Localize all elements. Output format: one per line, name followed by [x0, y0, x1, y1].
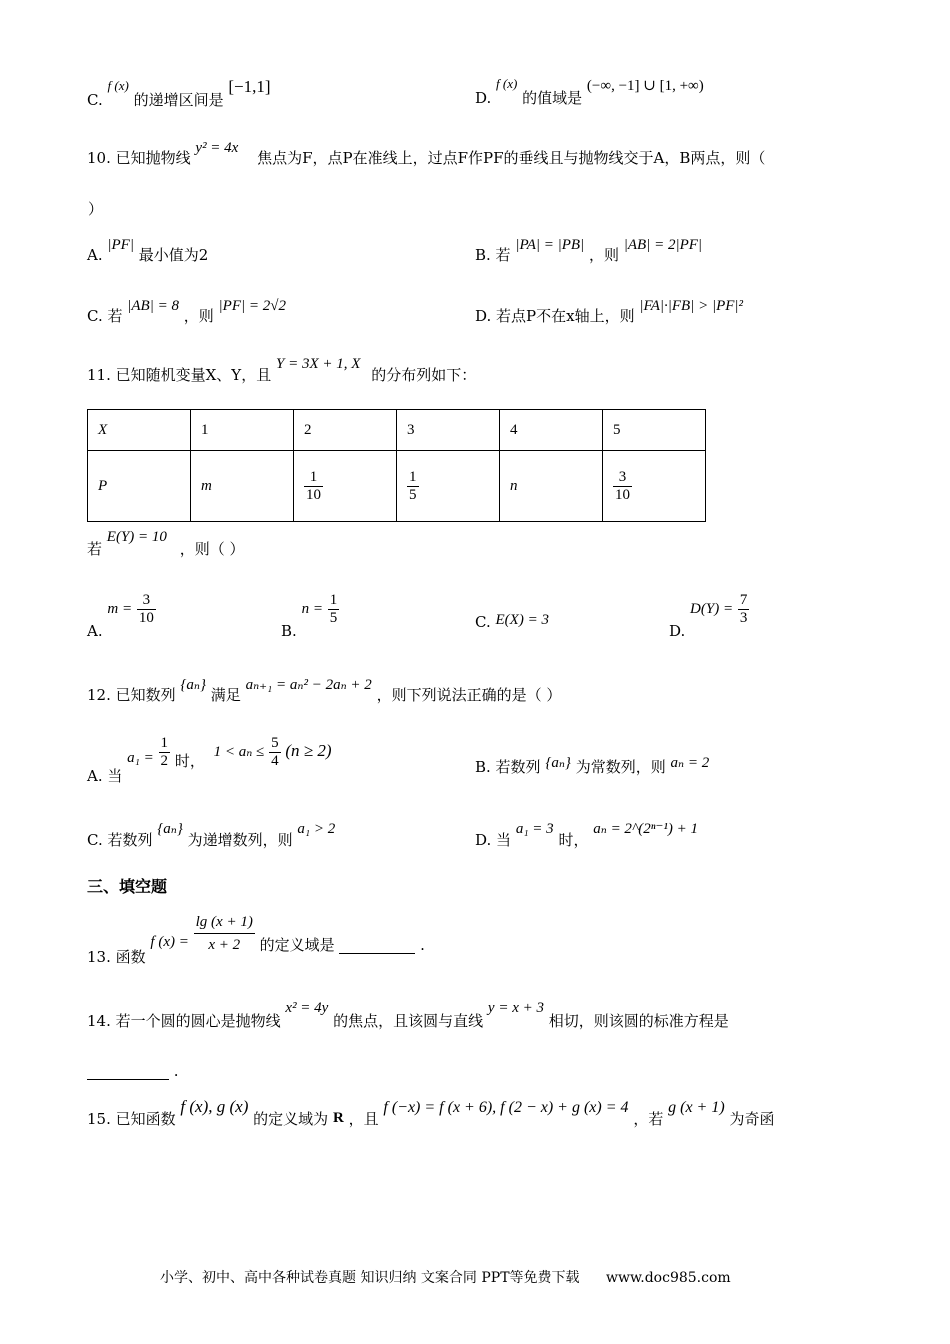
fraction	[269, 735, 281, 769]
footer-url[interactable]: www.doc985.com	[605, 1270, 731, 1286]
q9-c-label: C.	[87, 91, 103, 109]
q12-b-text: 为常数列，则	[575, 758, 666, 776]
q15-suffix: 为奇函	[729, 1110, 775, 1128]
distribution-table	[87, 409, 706, 522]
q10-option-b	[475, 237, 703, 264]
answer-blank[interactable]	[87, 1064, 169, 1080]
q12-a-lhs: a₁ =	[127, 750, 154, 766]
q11-condition	[87, 529, 245, 558]
q11-b-label: B.	[281, 622, 297, 640]
table-cell: m	[191, 451, 294, 522]
table-cell: 2	[294, 410, 397, 451]
q9-d-expr: f (x)	[496, 76, 518, 91]
q14-parabola: x² = 4y	[285, 1000, 329, 1016]
q10-option-a	[87, 237, 209, 264]
fraction-denominator: 4	[271, 752, 279, 769]
q9-c-expr: f (x)	[107, 78, 129, 93]
q12-d-label: D. 当	[475, 831, 512, 849]
fraction-denominator: 2	[160, 752, 169, 769]
table-cell: 3	[397, 410, 500, 451]
q10-stem-close: ）	[88, 200, 104, 218]
q10-a-label: A.	[87, 246, 103, 264]
q10-b-expr2: |AB| = 2|PF|	[623, 237, 703, 253]
table-row-x	[88, 410, 706, 451]
q11-option-d	[669, 592, 749, 640]
q10-parabola: y² = 4x	[195, 140, 239, 156]
q13-prefix: 13. 函数	[87, 947, 146, 966]
fraction-numerator: 1	[329, 592, 338, 608]
q10-option-d	[475, 298, 744, 325]
q12-b-label: B. 若数列	[475, 758, 541, 776]
table-cell: 5	[603, 410, 706, 451]
q11-a-label: A.	[87, 622, 103, 640]
fraction-denominator: 5	[409, 486, 417, 503]
fraction-denominator: x + 2	[194, 933, 255, 954]
answer-blank[interactable]	[339, 938, 415, 954]
fraction-denominator: 5	[329, 609, 338, 626]
page-footer	[160, 1271, 731, 1285]
q15-prefix: 15. 已知函数	[87, 1110, 176, 1128]
fraction	[159, 735, 171, 769]
q10-d-label: D. 若点P不在x轴上，则	[475, 307, 635, 325]
fraction-denominator: 3	[739, 609, 748, 626]
q9-d-label: D.	[475, 89, 492, 107]
q10-d-expr: |FA|·|FB| > |PF|²	[639, 298, 744, 314]
fraction-numerator: 1	[309, 469, 318, 485]
q10-stem	[87, 140, 766, 167]
q12-d-when: 时，	[558, 831, 589, 849]
q11-d-label: D.	[669, 622, 686, 640]
q11-cond-prefix: 若	[87, 540, 103, 558]
q12-stem-mid: 满足	[210, 686, 241, 704]
q9-option-d	[475, 76, 704, 107]
q12-c-text: 为递增数列，则	[187, 831, 293, 849]
q12-a-when: 时，	[174, 752, 205, 770]
q12-stem-prefix: 12. 已知数列	[87, 686, 176, 704]
table-row-p	[88, 451, 706, 522]
q12-c-expr: a₁ > 2	[297, 821, 336, 837]
table-cell: 4	[500, 410, 603, 451]
q11-stem-prefix: 11. 已知随机变量X、Y，且	[87, 366, 272, 384]
q12-a-label: A. 当	[87, 767, 123, 785]
fraction	[613, 469, 632, 503]
q14-suffix: 相切，则该圆的标准方程是	[548, 1012, 729, 1030]
q10-b-label: B. 若	[475, 246, 511, 264]
q10-a-text: 最小值为2	[138, 246, 209, 264]
q12-recur: aₙ₊₁ = aₙ² − 2aₙ + 2	[245, 677, 372, 693]
q11-stem	[87, 356, 477, 384]
q15-mid1: 的定义域为	[253, 1110, 329, 1128]
q12-b-expr: aₙ = 2	[670, 755, 710, 771]
q12-c-seq: {aₙ}	[157, 821, 183, 837]
fraction-denominator: 10	[306, 486, 321, 503]
q11-expr: Y = 3X + 1, X	[276, 356, 361, 372]
fraction-numerator: 7	[739, 592, 748, 608]
fraction	[194, 914, 255, 953]
q12-option-c	[87, 821, 336, 849]
table-cell: X	[88, 410, 191, 451]
q11-b-lhs: n =	[301, 601, 323, 617]
q12-stem	[87, 677, 562, 704]
q12-option-d	[475, 821, 699, 849]
q11-option-a	[87, 592, 156, 640]
fraction	[738, 592, 750, 626]
q15-R: R	[332, 1110, 344, 1126]
table-cell: P	[88, 451, 191, 522]
q12-seq: {aₙ}	[180, 677, 206, 693]
q14	[87, 1000, 729, 1030]
q11-option-c	[475, 612, 549, 631]
q12-a-cond: (n ≥ 2)	[285, 741, 332, 760]
fraction	[328, 592, 340, 626]
q12-b-seq: {aₙ}	[545, 755, 571, 771]
q10-c-mid: ，则	[183, 307, 214, 325]
q14-line: y = x + 3	[487, 1000, 544, 1016]
fraction-numerator: 1	[160, 735, 169, 751]
q11-stem-suffix: 的分布列如下：	[371, 366, 477, 384]
q11-c-expr: E(X) = 3	[495, 612, 549, 628]
q12-option-a	[87, 735, 332, 785]
table-cell	[603, 451, 706, 522]
q14-end: .	[173, 1062, 179, 1080]
q11-cond-expr: E(Y) = 10	[106, 529, 167, 545]
q11-option-b	[281, 592, 339, 640]
q14-answer-line	[87, 1064, 179, 1080]
section-title: 三、填空题	[87, 877, 168, 896]
q9-option-c	[87, 77, 271, 109]
fraction-denominator: 10	[138, 609, 154, 626]
q12-d-expr2: aₙ = 2^(2ⁿ⁻¹) + 1	[593, 821, 699, 837]
q12-a-ineq: 1 < aₙ ≤	[213, 744, 265, 760]
table-cell: n	[500, 451, 603, 522]
q10-c-label: C. 若	[87, 307, 123, 325]
q10-stem-prefix: 10. 已知抛物线	[87, 149, 191, 167]
q15	[87, 1097, 775, 1128]
q10-c-expr2: |PF| = 2√2	[218, 298, 286, 314]
q10-stem-suffix: 焦点为F，点P在准线上，过点F作PF的垂线且与抛物线交于A，B两点，则（	[257, 149, 766, 167]
q13-suffix: 的定义域是	[259, 935, 335, 954]
q15-cond: f (−x) = f (x + 6), f (2 − x) + g (x) = 4	[383, 1099, 629, 1116]
fraction-denominator: 10	[615, 486, 630, 503]
fraction	[304, 469, 323, 503]
q9-d-text: 的值域是	[522, 89, 583, 107]
table-cell: 1	[191, 410, 294, 451]
q13-end: .	[420, 935, 425, 954]
table-cell	[397, 451, 500, 522]
q11-d-lhs: D(Y) =	[690, 601, 734, 617]
fraction-numerator: lg (x + 1)	[195, 914, 253, 930]
fraction-numerator: 1	[409, 469, 417, 485]
q10-b-expr1: |PA| = |PB|	[515, 237, 585, 253]
fraction	[407, 469, 419, 503]
footer-text: 小学、初中、高中各种试卷真题 知识归纳 文案合同 PPT等免费下载	[160, 1270, 580, 1286]
q11-a-lhs: m =	[107, 601, 133, 617]
q9-d-range: (−∞, −1] ∪ [1, +∞)	[586, 78, 704, 94]
q12-option-b	[475, 755, 710, 776]
q10-option-c	[87, 298, 286, 325]
q10-a-expr: |PF|	[107, 237, 134, 253]
fraction-numerator: 5	[271, 735, 279, 751]
q9-c-text: 的递增区间是	[133, 91, 224, 109]
q14-prefix: 14. 若一个圆的圆心是抛物线	[87, 1012, 281, 1030]
q10-c-expr1: |AB| = 8	[127, 298, 179, 314]
q11-cond-suffix: ，则（ ）	[179, 540, 245, 558]
q13-lhs: f (x) =	[150, 933, 189, 950]
q9-c-interval: [−1,1]	[228, 77, 271, 96]
fraction	[137, 592, 156, 626]
q15-mid2: ，且	[348, 1110, 379, 1128]
q12-d-expr1: a₁ = 3	[515, 821, 554, 837]
q15-mid3: ，若	[633, 1110, 664, 1128]
fraction-numerator: 3	[142, 592, 151, 608]
q12-c-label: C. 若数列	[87, 831, 153, 849]
q11-c-label: C.	[475, 613, 491, 631]
fraction-numerator: 3	[618, 469, 627, 485]
q13	[87, 914, 425, 966]
q12-stem-suffix: ，则下列说法正确的是（ ）	[376, 686, 562, 704]
q14-mid: 的焦点，且该圆与直线	[333, 1012, 484, 1030]
q10-b-mid: ，则	[588, 246, 619, 264]
q15-funcs: f (x), g (x)	[180, 1097, 249, 1116]
q15-expr: g (x + 1)	[668, 1099, 725, 1116]
table-cell	[294, 451, 397, 522]
